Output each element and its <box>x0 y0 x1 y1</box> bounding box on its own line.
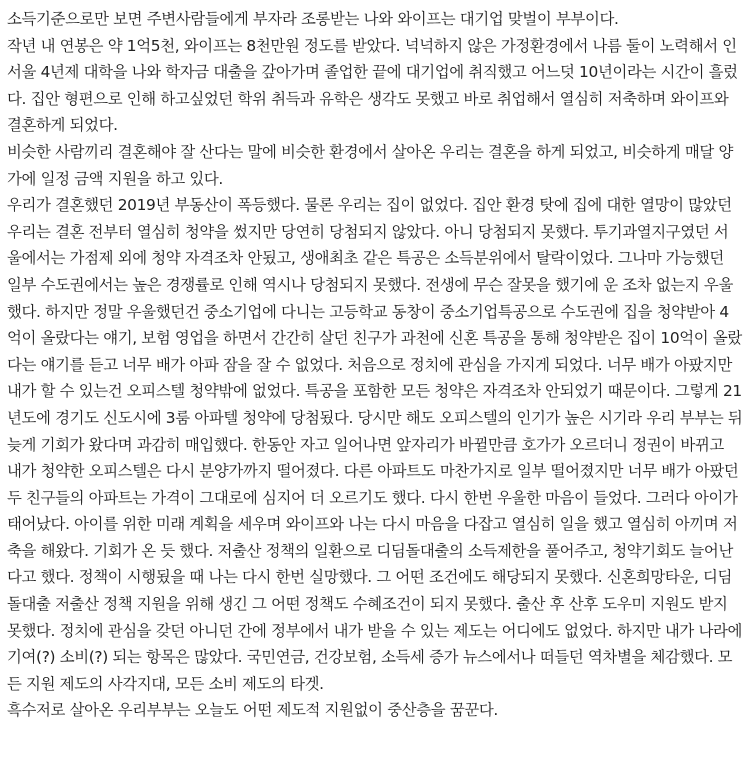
text-line: 서울 4년제 대학을 나와 학자금 대출을 갚아가며 졸업한 끝에 대기업에 취직했고 어느덧 10년이라는 시간이 흘렀 <box>7 63 738 82</box>
text-line: 못했다. 정치에 관심을 갖던 아니던 간에 정부에서 내가 받을 수 있는 제도는 어디에도 없었다. 하지만 내가 나라에 <box>7 621 743 640</box>
article-body <box>7 6 751 724</box>
text-line: 울에서는 가점제 외에 청약 자격조차 안됬고, 생애최초 같은 특공은 소득분위에서 탈락이었다. 그나마 가능했던 <box>7 249 724 268</box>
text-line: 소득기준으로만 보면 주변사람들에게 부자라 조롱받는 나와 와이프는 대기업 맞벌이 부부이다. <box>7 10 619 28</box>
text-line: 태어났다. 아이를 위한 미래 계획을 세우며 와이프와 나는 다시 마음을 다잡고 열심히 일을 했고 열심히 아끼며 저 <box>7 515 738 534</box>
text-line: 돌대출 저출산 정책 지원을 위해 생긴 그 어떤 정책도 수혜조건이 되지 못했다. 출산 후 산후 도우미 지원도 받지 <box>7 595 728 614</box>
text-line: 다. 집안 형편으로 인해 하고싶었던 학위 취득과 유학은 생각도 못했고 바로 취업해서 열심히 저축하며 와이프와 <box>7 89 729 108</box>
text-line: 기여(?) 소비(?) 되는 항목은 많았다. 국민연금, 건강보험, 소득세 증가 뉴스에서나 떠들던 역차별을 체감했다. 모 <box>7 648 733 667</box>
text-line: 내가 할 수 있는건 오피스텔 청약밖에 없었다. 특공을 포함한 모든 청약은 자격조차 안되었기 때문이다. 그렇게 21 <box>7 382 742 401</box>
text-line: 흑수저로 살아온 우리부부는 오늘도 어떤 제도적 지원없이 중산층을 꿈꾼다. <box>7 701 498 720</box>
text-line: 억이 올랐다는 얘기, 보험 영업을 하면서 간간히 살던 친구가 과천에 신혼 특공을 통해 청약받은 집이 10억이 올랐 <box>7 329 742 348</box>
text-line: 작년 내 연봉은 약 1억5천, 와이프는 8천만원 정도를 받았다. 넉넉하지 않은 가정환경에서 나름 둘이 노력해서 인 <box>7 36 737 55</box>
text-line: 가에 일정 금액 지원을 하고 있다. <box>7 169 223 188</box>
text-line: 일부 수도권에서는 높은 경쟁률로 인해 역시나 당첨되지 못했다. 전생에 무슨 잘못을 했기에 운 조차 없는지 우울 <box>7 275 733 294</box>
text-line: 다고 했다. 정책이 시행됬을 때 나는 다시 한번 실망했다. 그 어떤 조건에도 해당되지 못했다. 신혼희망타운, 디딤 <box>7 568 733 587</box>
text-line: 우리는 결혼 전부터 열심히 청약을 썼지만 당연히 당첨되지 않았다. 아니 당첨되지 못했다. 투기과열지구였던 서 <box>7 222 729 241</box>
text-line: 비슷한 사람끼리 결혼해야 잘 산다는 말에 비슷한 환경에서 살아온 우리는 결혼을 하게 되었고, 비슷하게 매달 양 <box>7 142 733 161</box>
text-line: 늦게 기회가 왔다며 과감히 매입했다. 한동안 자고 일어나면 앞자리가 바뀔만큼 호가가 오르더니 정권이 바뀌고 <box>7 435 724 454</box>
text-line: 두 친구들의 아파트는 가격이 그대로에 심지어 더 오르기도 했다. 다시 한번 우울한 마음이 들었다. 그러다 아이가 <box>7 488 738 507</box>
text-line: 했다. 하지만 정말 우울했던건 중소기업에 다니는 고등학교 동창이 중소기업특공으로 수도권에 집을 청약받아 4 <box>7 302 729 321</box>
text-line: 든 지원 제도의 사각지대, 모든 소비 제도의 타겟. <box>7 674 324 693</box>
text-line: 축을 해왔다. 기회가 온 듯 했다. 저출산 정책의 일환으로 디딤돌대출의 소득제한을 풀어주고, 청약기회도 늘어난 <box>7 541 733 560</box>
text-line: 년도에 경기도 신도시에 3룸 아파텔 청약에 당첨됬다. 당시만 해도 오피스텔의 인기가 높은 시기라 우리 부부는 뒤 <box>7 408 743 427</box>
text-line: 다는 얘기를 듣고 너무 배가 아파 잠을 잘 수 없었다. 처음으로 정치에 관심을 가지게 되었다. 너무 배가 아팠지만 <box>7 355 733 374</box>
text-line: 결혼하게 되었다. <box>7 116 118 135</box>
text-line: 내가 청약한 오피스텔은 다시 분양가까지 떨어졌다. 다른 아파트도 마찬가지로 일부 떨어졌지만 너무 배가 아팠던 <box>7 462 739 481</box>
text-line: 우리가 결혼했던 2019년 부동산이 폭등했다. 물론 우리는 집이 없었다. 집안 환경 탓에 집에 대한 열망이 많았던 <box>7 196 732 215</box>
